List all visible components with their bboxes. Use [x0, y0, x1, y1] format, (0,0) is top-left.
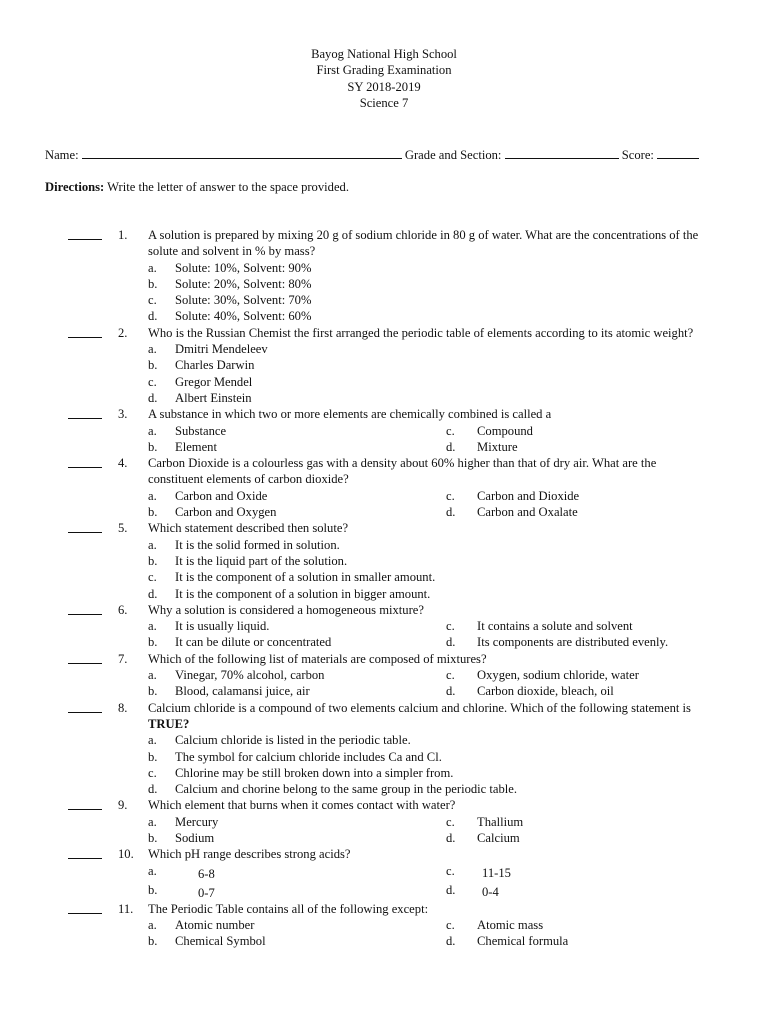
exam-title: First Grading Examination — [316, 63, 452, 78]
name-field[interactable] — [82, 146, 402, 159]
question-item — [0, 227, 768, 260]
option-letter: b. — [148, 439, 158, 454]
option-letter: b. — [148, 553, 158, 568]
option-text: Mercury — [175, 814, 219, 829]
option-text: Compound — [477, 423, 533, 438]
option-letter: c. — [446, 619, 455, 634]
question-item — [0, 846, 768, 862]
option-letter: a. — [148, 863, 157, 878]
option-text: It is the component of a solution in bigger amount. — [175, 586, 431, 601]
question-stem: Which element that burns when it comes contact with water? — [148, 798, 456, 813]
option-letter: b. — [148, 934, 158, 949]
answer-option-row — [0, 814, 768, 830]
question-stem: Why a solution is considered a homogeneous mixture? — [148, 602, 424, 617]
option-letter: d. — [446, 830, 456, 845]
option-text: Calcium and chorine belong to the same group in the periodic table. — [175, 782, 518, 797]
answer-option — [0, 292, 768, 308]
option-letter: a. — [148, 423, 157, 438]
option-text: Calcium — [477, 830, 520, 845]
option-text: It contains a solute and solvent — [477, 619, 633, 634]
option-text: The symbol for calcium chloride includes Ca and Cl. — [175, 749, 442, 764]
answer-option-row — [0, 863, 768, 882]
option-letter: a. — [148, 619, 157, 634]
option-text: 6-8 — [198, 866, 215, 881]
option-text: Oxygen, sodium chloride, water — [477, 668, 639, 683]
subject: Science 7 — [359, 96, 409, 111]
option-text: Chemical formula — [477, 934, 569, 949]
option-letter: d. — [148, 309, 158, 324]
option-letter: d. — [446, 439, 456, 454]
question-number: 5. — [118, 521, 128, 536]
option-letter: a. — [148, 488, 157, 503]
answer-option-row — [0, 830, 768, 846]
answer-blank[interactable] — [68, 913, 102, 914]
option-text: It can be dilute or concentrated — [175, 635, 332, 650]
answer-option-row — [0, 439, 768, 455]
answer-blank[interactable] — [68, 467, 102, 468]
question-item — [0, 602, 768, 618]
question-number: 4. — [118, 456, 128, 471]
name-label: Name: — [45, 148, 79, 162]
option-text: Carbon and Oxide — [175, 488, 268, 503]
answer-blank[interactable] — [68, 614, 102, 615]
answer-option — [0, 341, 768, 357]
question-number: 7. — [118, 651, 128, 666]
option-letter: d. — [446, 505, 456, 520]
answer-option-row — [0, 917, 768, 933]
score-label: Score: — [621, 148, 654, 162]
option-text: It is the solid formed in solution. — [175, 537, 340, 552]
answer-option-row — [0, 618, 768, 634]
option-text: Calcium chloride is listed in the periodic table. — [175, 733, 411, 748]
option-letter: b. — [148, 358, 158, 373]
question-stem: Who is the Russian Chemist the first arranged the periodic table of elements according to its atomic weight? — [148, 325, 694, 340]
option-text: 0-4 — [482, 884, 499, 899]
answer-option — [0, 749, 768, 765]
question-stem: Which pH range describes strong acids? — [148, 847, 351, 862]
option-letter: c. — [148, 374, 157, 389]
answer-option — [0, 537, 768, 553]
option-text: Substance — [175, 423, 227, 438]
directions-label: Directions: — [45, 180, 105, 194]
question-item — [0, 700, 768, 733]
question-stem: A substance in which two or more elements are chemically combined is called a — [148, 407, 552, 422]
answer-blank[interactable] — [68, 858, 102, 859]
option-text: Vinegar, 70% alcohol, carbon — [175, 668, 325, 683]
option-text: Its components are distributed evenly. — [477, 635, 669, 650]
option-letter: d. — [148, 586, 158, 601]
option-text: Solute: 20%, Solvent: 80% — [175, 276, 312, 291]
option-letter: a. — [148, 537, 157, 552]
question-stem: Which of the following list of materials are composed of mixtures? — [148, 651, 487, 666]
option-text: 0-7 — [198, 885, 215, 900]
question-item — [0, 520, 768, 536]
score-field[interactable] — [657, 146, 699, 159]
option-letter: b. — [148, 749, 158, 764]
question-stem: The Periodic Table contains all of the following except: — [148, 901, 429, 916]
option-letter: d. — [446, 882, 456, 897]
option-letter: b. — [148, 276, 158, 291]
question-stem: Carbon Dioxide is a colourless gas with a density about 60% higher than that of dry air. What are the constituent elements of carbon dioxide? — [148, 456, 657, 487]
option-letter: c. — [446, 863, 455, 878]
option-text: Carbon and Oxygen — [175, 505, 277, 520]
school-year: SY 2018-2019 — [347, 79, 421, 94]
grade-section-field[interactable] — [505, 146, 619, 159]
answer-option-row — [0, 683, 768, 699]
question-stem: Which statement described then solute? — [148, 521, 349, 536]
option-letter: b. — [148, 635, 158, 650]
option-letter: d. — [148, 390, 158, 405]
option-text: Dmitri Mendeleev — [175, 342, 268, 357]
question-item — [0, 797, 768, 813]
option-letter: b. — [148, 830, 158, 845]
answer-option — [0, 569, 768, 585]
question-item — [0, 325, 768, 341]
answer-option-row — [0, 882, 768, 901]
option-letter: a. — [148, 733, 157, 748]
option-letter: c. — [446, 668, 455, 683]
question-item — [0, 901, 768, 917]
option-text: Chlorine may be still broken down into a simpler from. — [175, 765, 454, 780]
question-number: 10. — [118, 847, 134, 862]
option-letter: a. — [148, 917, 157, 932]
option-text: Sodium — [175, 830, 215, 845]
emphasis-text: TRUE? — [148, 716, 190, 731]
question-item — [0, 455, 768, 488]
option-letter: a. — [148, 342, 157, 357]
answer-blank[interactable] — [68, 337, 102, 338]
question-number: 1. — [118, 228, 128, 242]
answer-option — [0, 553, 768, 569]
question-stem: Calcium chloride is a compound of two elements calcium and chlorine. Which of the following statement is TRUE? — [148, 700, 691, 731]
option-text: Solute: 40%, Solvent: 60% — [175, 309, 312, 324]
option-letter: d. — [148, 782, 158, 797]
option-letter: b. — [148, 505, 158, 520]
option-text: It is usually liquid. — [175, 619, 270, 634]
answer-blank[interactable] — [68, 418, 102, 419]
option-letter: b. — [148, 684, 158, 699]
answer-option — [0, 357, 768, 373]
question-item — [0, 406, 768, 422]
option-text: Carbon and Oxalate — [477, 505, 578, 520]
option-text: Carbon dioxide, bleach, oil — [477, 684, 614, 699]
option-text: Mixture — [477, 439, 518, 454]
option-text: Charles Darwin — [175, 358, 255, 373]
question-number: 6. — [118, 602, 128, 617]
school-name: Bayog National High School — [311, 47, 457, 61]
answer-option-row — [0, 933, 768, 949]
option-letter: d. — [446, 684, 456, 699]
answer-blank[interactable] — [68, 532, 102, 533]
option-text: Thallium — [477, 814, 524, 829]
answer-blank[interactable] — [68, 663, 102, 664]
option-text: Atomic mass — [477, 917, 544, 932]
option-text: Carbon and Dioxide — [477, 488, 580, 503]
answer-option — [0, 260, 768, 276]
option-text: Solute: 30%, Solvent: 70% — [175, 293, 312, 308]
question-number: 2. — [118, 325, 128, 340]
answer-blank[interactable] — [68, 809, 102, 810]
option-letter: a. — [148, 260, 157, 275]
option-letter: c. — [446, 814, 455, 829]
option-text: It is the component of a solution in smaller amount. — [175, 570, 436, 585]
question-number: 8. — [118, 700, 128, 715]
answer-blank[interactable] — [68, 239, 102, 240]
option-letter: c. — [446, 488, 455, 503]
directions — [45, 179, 349, 195]
grade-section-label: Grade and Section: — [404, 148, 502, 162]
option-text: Albert Einstein — [175, 390, 252, 405]
answer-option — [0, 308, 768, 324]
answer-option — [0, 390, 768, 406]
document-header — [0, 46, 768, 112]
answer-option-row — [0, 423, 768, 439]
option-letter: b. — [148, 882, 158, 897]
option-text: 11-15 — [482, 865, 511, 880]
answer-option-row — [0, 488, 768, 504]
answer-option — [0, 374, 768, 390]
question-number: 11. — [118, 901, 134, 916]
answer-option — [0, 586, 768, 602]
option-letter: d. — [446, 934, 456, 949]
option-text: Chemical Symbol — [175, 934, 266, 949]
option-text: Blood, calamansi juice, air — [175, 684, 310, 699]
student-info-row — [45, 146, 725, 163]
answer-option — [0, 765, 768, 781]
option-letter: c. — [446, 917, 455, 932]
option-text: Gregor Mendel — [175, 374, 253, 389]
answer-option — [0, 781, 768, 797]
option-letter: c. — [148, 570, 157, 585]
answer-option-row — [0, 504, 768, 520]
option-letter: c. — [148, 765, 157, 780]
option-text: Atomic number — [175, 917, 255, 932]
question-number: 3. — [118, 407, 128, 422]
answer-option-row — [0, 634, 768, 650]
directions-text: Write the letter of answer to the space provided. — [107, 180, 349, 194]
option-text: It is the liquid part of the solution. — [175, 553, 348, 568]
option-letter: d. — [446, 635, 456, 650]
option-text: Element — [175, 439, 217, 454]
option-letter: c. — [148, 293, 157, 308]
question-stem: A solution is prepared by mixing 20 g of sodium chloride in 80 g of water. What are the concentrations of the solute and solvent in % by mass? — [148, 228, 699, 259]
answer-option-row — [0, 667, 768, 683]
question-item — [0, 651, 768, 667]
answer-option — [0, 732, 768, 748]
option-text: Solute: 10%, Solvent: 90% — [175, 260, 312, 275]
option-letter: a. — [148, 814, 157, 829]
answer-blank[interactable] — [68, 712, 102, 713]
question-list — [0, 227, 768, 949]
option-letter: c. — [446, 423, 455, 438]
question-number: 9. — [118, 798, 128, 813]
answer-option — [0, 276, 768, 292]
option-letter: a. — [148, 668, 157, 683]
